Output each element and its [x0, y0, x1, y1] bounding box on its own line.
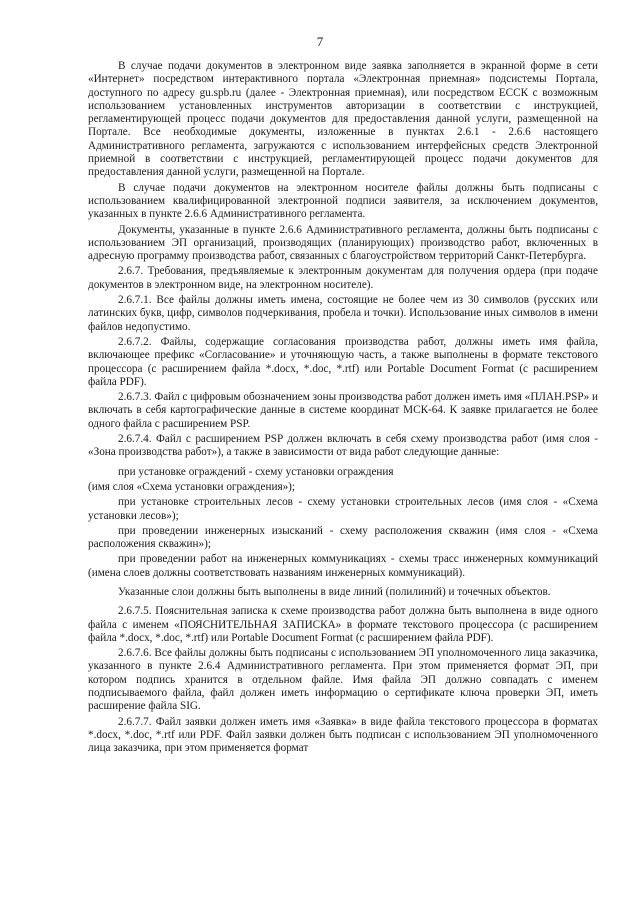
paragraph: В случае подачи документов на электронном носителе файлы должны быть подписаны с использованием квалифицированной электронной подписи заявителя, за исключением документов, указанных в пункте 2.6.6 Административного регламента. [88, 181, 598, 221]
paragraph: (имя слоя «Схема установки ограждения»); [88, 480, 296, 493]
paragraph: при установке строительных лесов - схему установки строительных лесов (имя слоя - «Схема установки лесов»); [88, 496, 598, 522]
paragraph: В случае подачи документов в электронном виде заявка заполняется в экранной форме в сети «Интернет» посредством интерактивного портала «Электронная приемная» подсистемы Портала, доступного по адресу gu.spb.ru (далее - Электронная приемная), или посредством ЕССК с возможным использованием установленных инструментов авторизации в соответствии с инструкцией, регламентирующей процесс подачи документов для предоставления данной услуги, размещенной на Портале. Все необходимые документы, изложенные в пунктах 2.6.1 - 2.6.6 настоящего Административного регламента, загружаются с использованием интерфейсных средств Электронной приемной в соответствии с инструкцией, регламентирующей процесс подачи документов для предоставления данной услуги, размещенной на Портале. [88, 60, 598, 179]
paragraph: 2.6.7.2. Файлы, содержащие согласования производства работ, должны иметь имя файла, включающее префикс «Согласование» и уточняющую часть, а также выполнены в формате текстового процессора (с расширением файла *.docx, *.doc, *.rtf) или Portable Document Format (с расширением файла PDF). [88, 335, 598, 388]
paragraph: при проведении инженерных изысканий - схему расположения скважин (имя слоя - «Схема расположения скважин»); [88, 524, 598, 551]
paragraph: 2.6.7.6. Все файлы должны быть подписаны с использованием ЭП уполномоченного лица заказчика, указанного в пункте 2.6.4 Административного регламента. При этом применяется формат ЭП, при котором подпись хранится в отдельном файле. Имя файла ЭП должно совпадать с именем подписываемого файла, файл должен иметь информацию о сертификате ключа проверки ЭП, иметь расширение файла SIG. [88, 647, 598, 713]
paragraph: 2.6.7. Требования, предъявляемые к электронным документам для получения ордера (при подаче документов в электронном виде, на электронном носителе). [88, 265, 598, 291]
paragraph: Указанные слои должны быть выполнены в виде линий (полилиний) и точечных объектов. [118, 585, 551, 598]
paragraph: 2.6.7.4. Файл с расширением PSP должен включать в себя схему производства работ (имя слоя - «Зона производства работ»), а также в зависимости от вида работ следующие данные: [88, 433, 598, 459]
page-number: 7 [316, 34, 324, 49]
paragraph: 2.6.7.7. Файл заявки должен иметь имя «Заявка» в виде файла текстового процессора в форматах *.docx, *.doc, *.rtf или PDF. Файл заявки должен быть подписан с использованием ЭП уполномоченного лица заказчика, при этом применяется формат [88, 715, 598, 755]
paragraph: Документы, указанные в пункте 2.6.6 Административного регламента, должны быть подписаны с использованием ЭП организаций, производящих (планирующих) производство работ, включенных в адресную программу производства работ, связанных с благоустройством территорий Санкт-Петербурга. [88, 223, 598, 263]
document-body [88, 60, 598, 758]
paragraph: 2.6.7.3. Файл с цифровым обозначением зоны производства работ должен иметь имя «ПЛАН.PSP» и включать в себя картографические данные в системе координат МСК-64. К заявке прилагается не более одного файла с расширением PSP. [88, 391, 598, 430]
paragraph: при установке ограждений - схему установки ограждения [118, 465, 394, 478]
paragraph: 2.6.7.1. Все файлы должны иметь имена, состоящие не более чем из 30 символов (русских или латинских букв, цифр, символов подчеркивания, пробела и точки). Использование иных символов в имени файлов недопустимо. [88, 294, 598, 333]
paragraph: при проведении работ на инженерных коммуникациях - схемы трасс инженерных коммуникаций (имена слоев должны соответствовать названиям инженерных коммуникаций). [88, 553, 598, 579]
paragraph: 2.6.7.5. Пояснительная записка к схеме производства работ должна быть выполнена в виде одного файла с именем «ПОЯСНИТЕЛЬНАЯ ЗАПИСКА» в формате текстового процессора (с расширением файла *.docx, *.doc, *.rtf) или Portable Document Format (с расширением файла PDF). [88, 605, 598, 644]
